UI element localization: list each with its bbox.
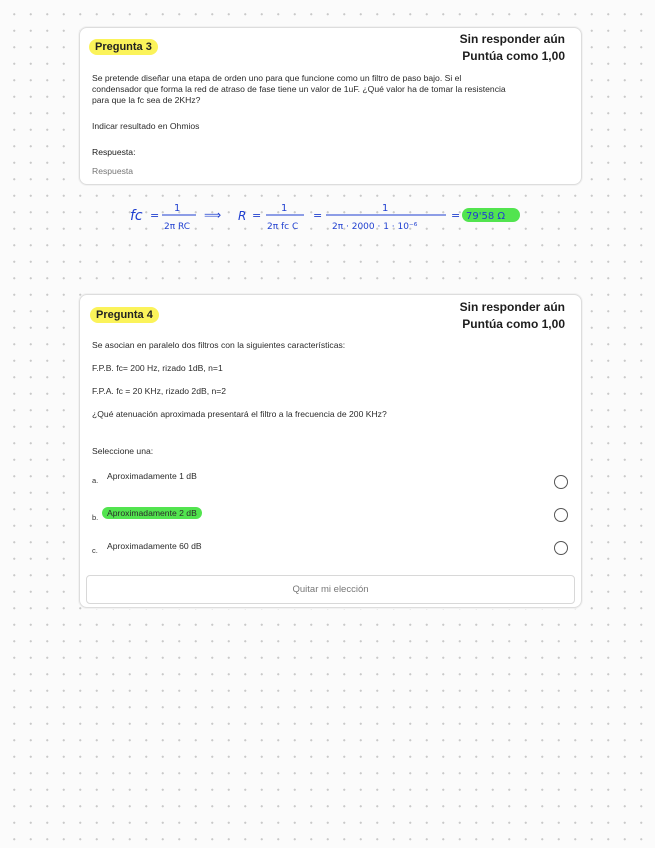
- filter-spec-highpass: F.P.A. fc = 20 KHz, rizado 2dB, n=2: [92, 386, 227, 396]
- points-text: Puntúa como 1,00: [462, 317, 565, 331]
- option-letter: c.: [92, 546, 98, 555]
- question-text: [92, 73, 506, 106]
- formula-equals: =: [252, 209, 262, 222]
- instruction-text: Indicar resultado en Ohmios: [92, 121, 200, 131]
- handwritten-formula: [120, 193, 540, 243]
- question-status: [460, 31, 565, 65]
- formula-numerator: 1: [174, 203, 181, 214]
- status-text: Sin responder aún: [459, 300, 565, 314]
- clear-choice-button[interactable]: Quitar mi elección: [86, 575, 575, 604]
- question-intro: Se asocian en paralelo dos filtros con la siguientes características:: [92, 340, 346, 350]
- select-label: Seleccione una:: [92, 446, 154, 456]
- question-4-card: [79, 294, 582, 608]
- option-label: Aproximadamente 60 dB: [107, 541, 202, 551]
- option-label: Aproximadamente 2 dB: [102, 507, 202, 519]
- question-number: Pregunta 3: [89, 39, 158, 55]
- answer-label: Respuesta:: [92, 147, 136, 157]
- radio-button[interactable]: [554, 508, 568, 522]
- question-status: [460, 299, 565, 333]
- question-number: Pregunta 4: [90, 307, 159, 323]
- option-c[interactable]: [92, 541, 572, 559]
- question-text: ¿Qué atenuación aproximada presentará el filtro a la frecuencia de 200 KHz?: [92, 409, 387, 419]
- radio-button[interactable]: [554, 475, 568, 489]
- formula-denominator: 2π fc C: [267, 222, 299, 232]
- question-text-line: para que la fc sea de 2KHz?: [92, 95, 201, 105]
- formula-equals: =: [451, 209, 461, 222]
- formula-numerator: 1: [382, 203, 389, 214]
- formula-denominator: 2π · 2000 · 1 · 10⁻⁶: [332, 222, 418, 232]
- option-letter: b.: [92, 513, 99, 522]
- formula-result: 79'58 Ω: [466, 211, 506, 222]
- formula-R: R: [238, 209, 247, 223]
- formula-equals: =: [150, 209, 160, 222]
- option-b[interactable]: [92, 508, 572, 526]
- question-3-card: [79, 27, 582, 185]
- question-text-line: condensador que forma la red de atraso de fase tiene un valor de 1uF. ¿Qué valor ha de tomar la resistencia: [92, 84, 506, 94]
- option-a[interactable]: [92, 471, 572, 489]
- option-letter: a.: [92, 476, 99, 485]
- formula-fc: fc: [130, 208, 143, 224]
- formula-numerator: 1: [281, 203, 288, 214]
- arrow-implies: ⟹: [204, 208, 222, 222]
- points-text: Puntúa como 1,00: [462, 49, 565, 63]
- answer-input[interactable]: [92, 166, 392, 176]
- status-text: Sin responder aún: [459, 32, 565, 46]
- filter-spec-lowpass: F.P.B. fc= 200 Hz, rizado 1dB, n=1: [92, 363, 223, 373]
- radio-button[interactable]: [554, 541, 568, 555]
- question-text-line: Se pretende diseñar una etapa de orden uno para que funcione como un filtro de paso bajo. Si el: [92, 73, 462, 83]
- formula-equals: =: [313, 209, 323, 222]
- formula-denominator: 2π RC: [164, 222, 191, 232]
- option-label: Aproximadamente 1 dB: [107, 471, 197, 481]
